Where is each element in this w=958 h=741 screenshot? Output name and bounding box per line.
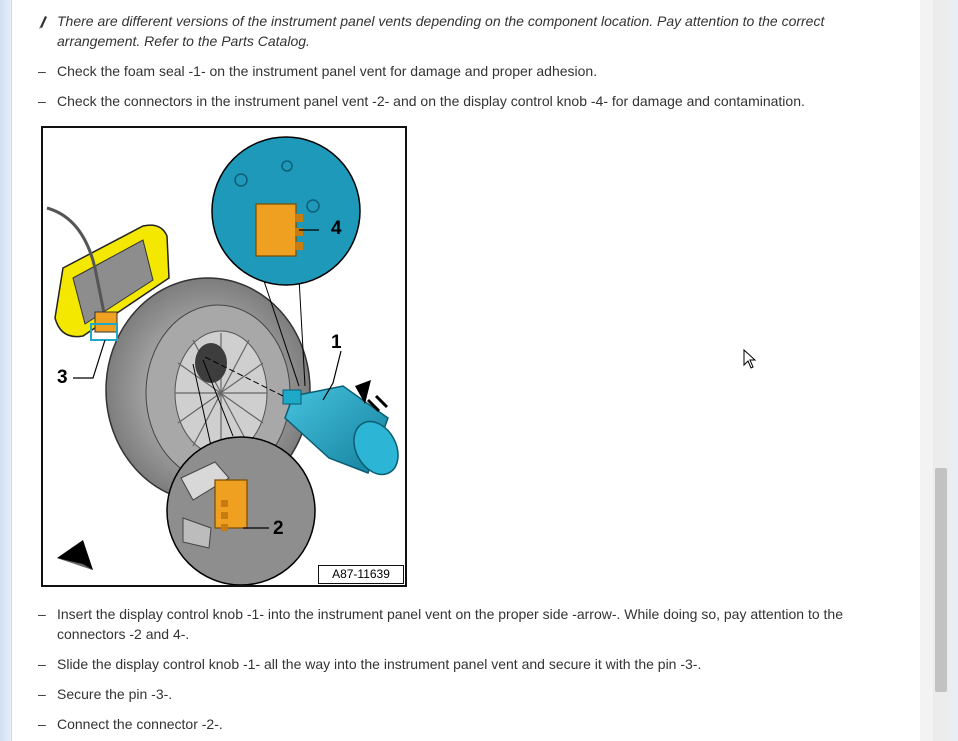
view-direction-arrow xyxy=(57,540,93,570)
knob-connector xyxy=(256,204,296,256)
pin-connector xyxy=(95,312,117,332)
scrollbar-thumb[interactable] xyxy=(935,468,947,692)
step-marker: – xyxy=(38,63,46,79)
step-text: Check the connectors in the instrument panel vent -2- and on the display control knob -4- for damage and contamination. xyxy=(57,93,805,109)
illustration-figure xyxy=(41,126,407,587)
callout-1: 1 xyxy=(331,332,342,353)
note-icon xyxy=(38,11,54,34)
step-marker: – xyxy=(38,716,46,732)
step-text: Connect the connector -2-. xyxy=(57,716,223,732)
step-text: Slide the display control knob -1- all the way into the instrument panel vent and secure it with the pin -3-. xyxy=(57,656,702,672)
step-marker: – xyxy=(38,656,46,672)
step-marker: – xyxy=(38,93,46,109)
window-edge xyxy=(0,0,12,741)
step-marker: – xyxy=(38,606,46,622)
step-item xyxy=(38,604,878,644)
vent-connector xyxy=(215,480,247,528)
step-text: Secure the pin -3-. xyxy=(57,686,173,702)
step-text: Insert the display control knob -1- into the instrument panel vent on the proper side -arrow-. While doing so, pay attention to the connectors -2 and 4-. xyxy=(57,606,843,642)
window-edge-right xyxy=(949,0,958,741)
mouse-pointer-icon xyxy=(743,349,757,375)
callout-4: 4 xyxy=(331,218,342,239)
callout-2: 2 xyxy=(273,518,284,539)
vent-illustration xyxy=(43,128,405,585)
note-item xyxy=(38,11,878,51)
note-text: There are different versions of the instrument panel vents depending on the component location. Pay attention to the correct arrangement. Refer to the Parts Catalog. xyxy=(57,13,825,49)
step-text: Check the foam seal -1- on the instrument panel vent for damage and proper adhesion. xyxy=(57,63,598,79)
figure-id: A87-11639 xyxy=(318,565,404,584)
callout-3: 3 xyxy=(57,367,68,388)
step-marker: – xyxy=(38,686,46,702)
